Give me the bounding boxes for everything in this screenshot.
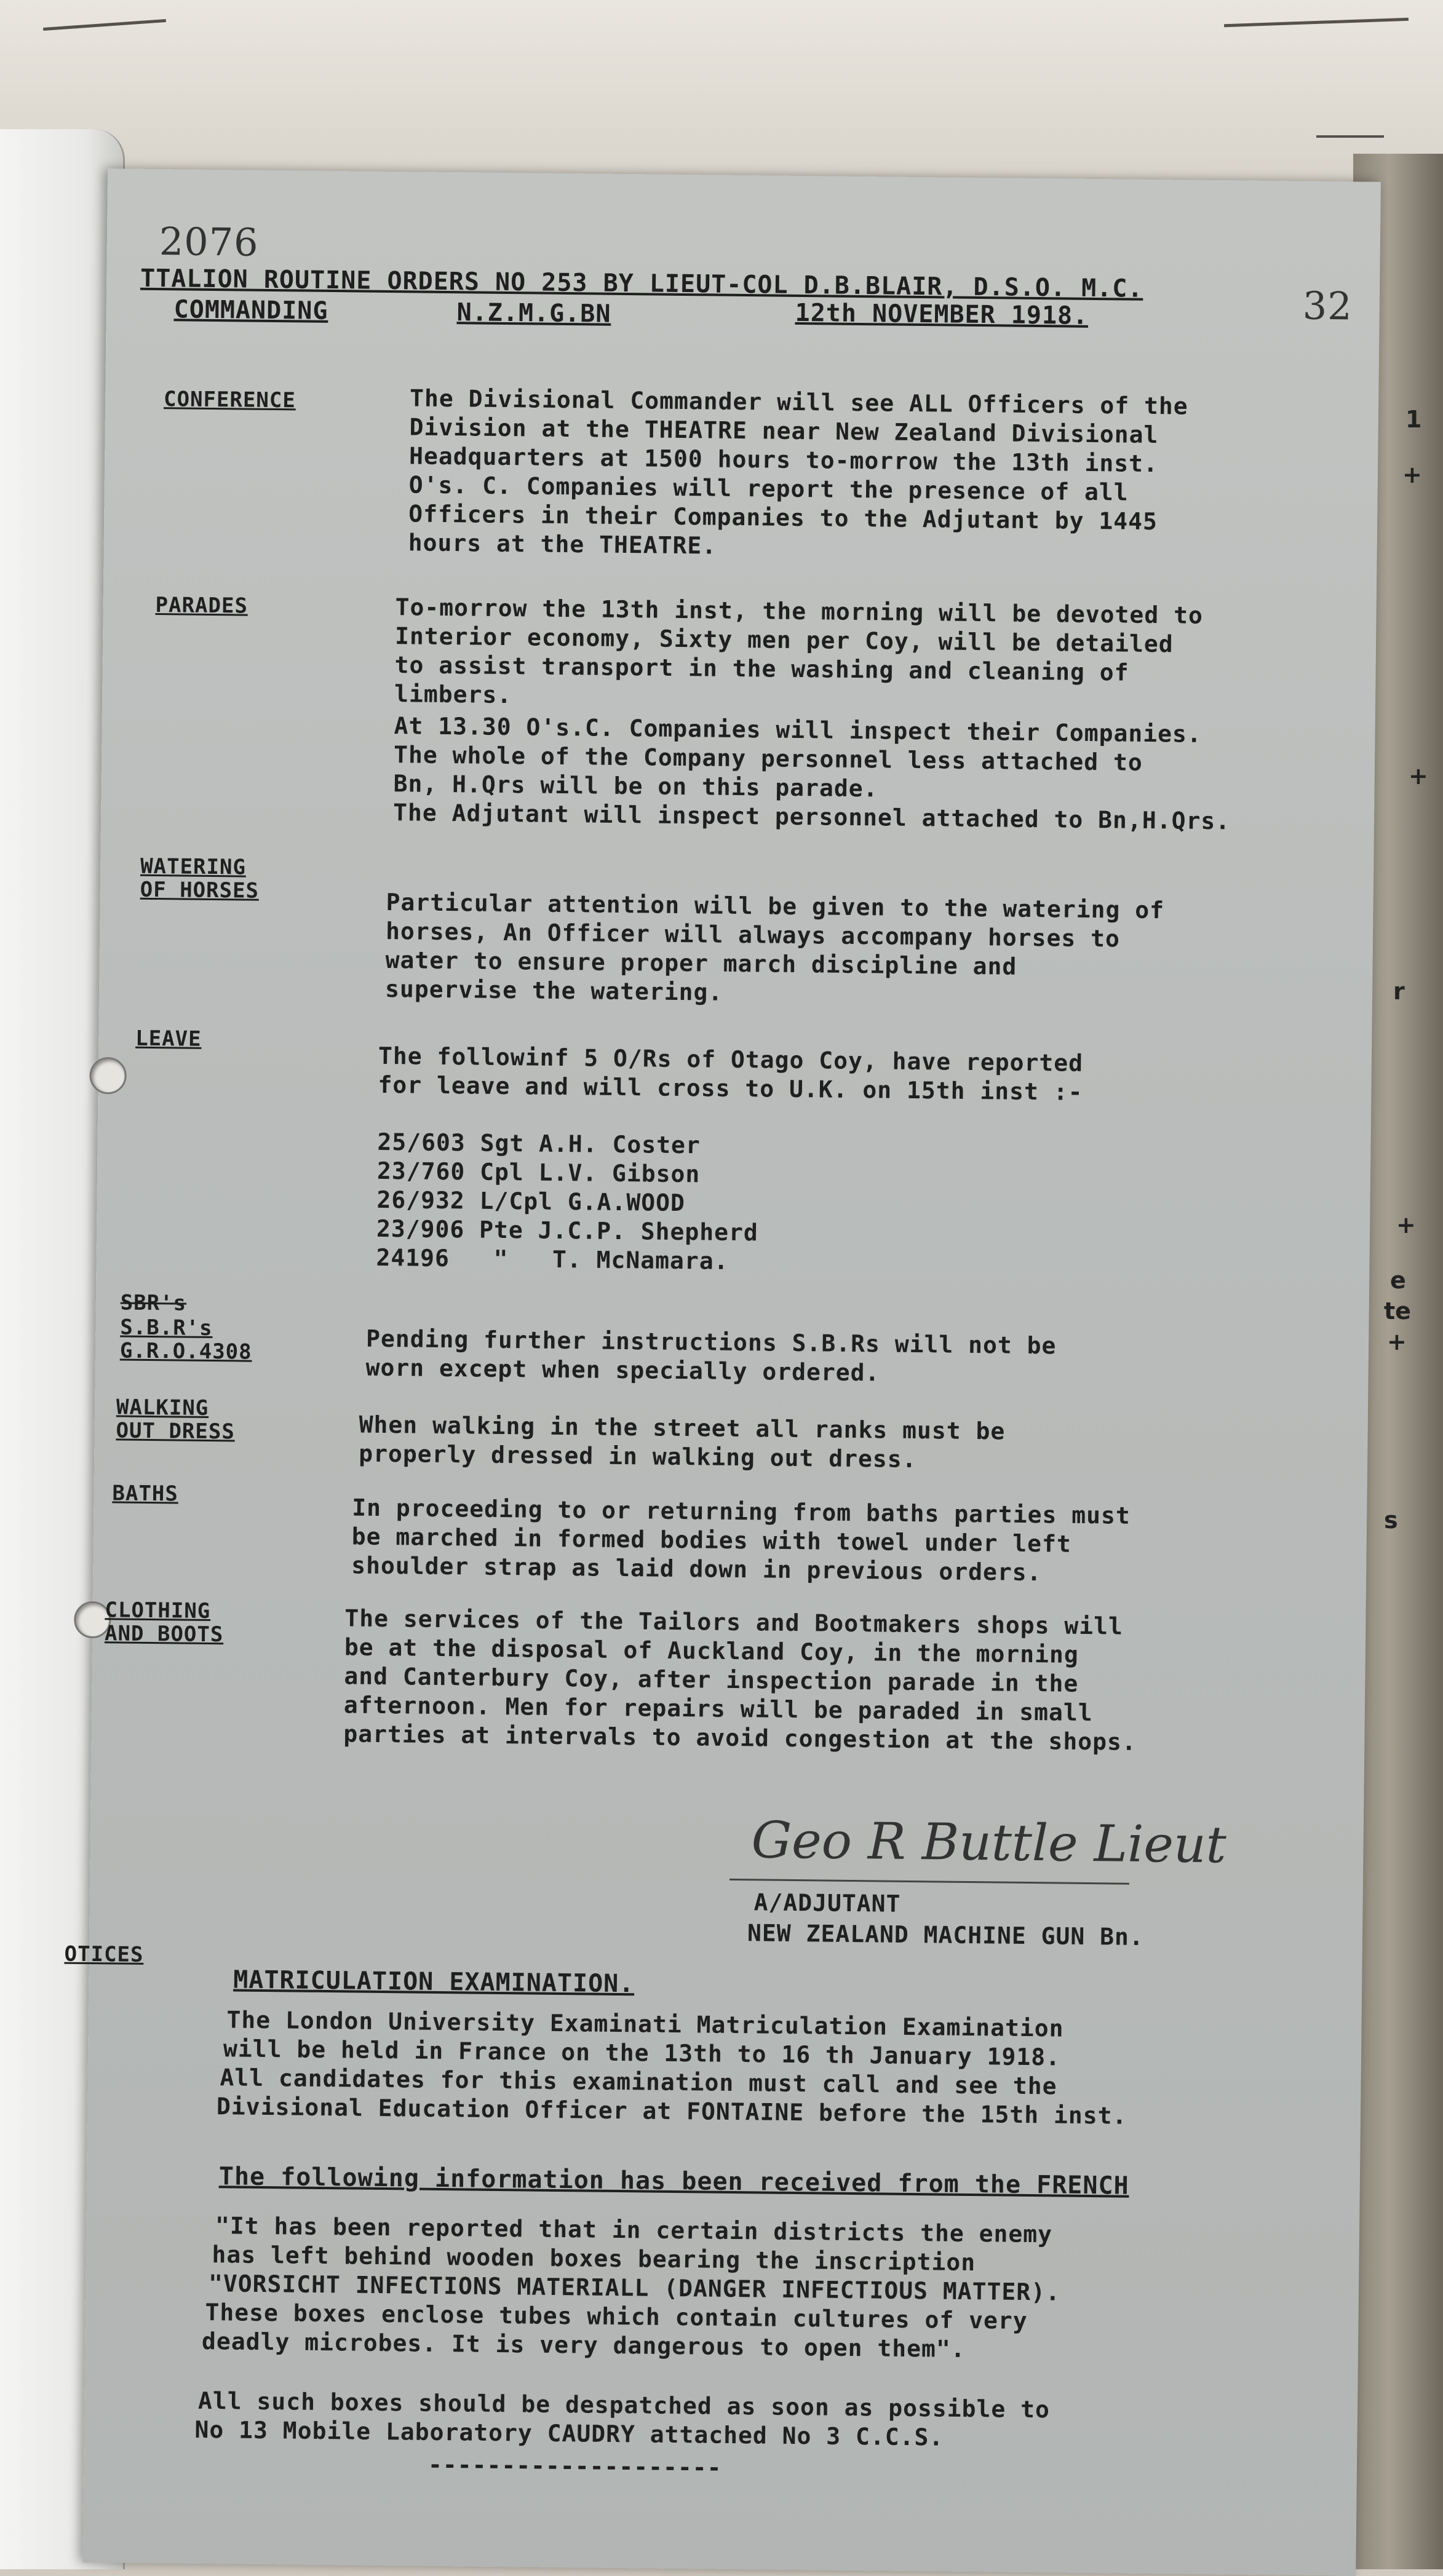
section-text: Particular attention will be given to the watering of bbox=[386, 888, 1165, 924]
section-text: horses, An Officer will always accompany horses to bbox=[385, 917, 1121, 953]
info-text: deadly microbes. It is very dangerous to open them". bbox=[201, 2327, 966, 2363]
desk-background bbox=[0, 0, 1443, 184]
section-text: be marched in formed bodies with towel under left bbox=[351, 1523, 1071, 1558]
info-heading: The following information has been received from the FRENCH bbox=[218, 2162, 1129, 2200]
section-text: afternoon. Men for repairs will be paraded in small bbox=[343, 1691, 1093, 1727]
section-text: worn except when specially ordered. bbox=[365, 1353, 880, 1387]
section-text: properly dressed in walking out dress. bbox=[358, 1440, 917, 1473]
section-text: The Adjutant will inspect personnel attached to Bn,H.Qrs. bbox=[392, 799, 1231, 835]
section-text: In proceeding to or returning from baths parties must bbox=[352, 1494, 1131, 1529]
section-label: WALKING OUT DRESS bbox=[116, 1395, 235, 1445]
header-commanding: COMMANDING bbox=[173, 295, 328, 325]
section-text: O's. C. Companies will report the presence of all bbox=[408, 471, 1129, 506]
leave-list-item: 25/603 Sgt A.H. Coster bbox=[377, 1128, 701, 1159]
notices-text: The London University Examinati Matriculation Examination bbox=[226, 2006, 1064, 2042]
section-label: PARADES bbox=[155, 593, 248, 619]
notices-label: OTICES bbox=[64, 1941, 144, 1967]
edge-fragment: s bbox=[1384, 1507, 1398, 1534]
section-text: limbers. bbox=[394, 680, 512, 709]
leave-list-item: 24196 " T. McNamara. bbox=[376, 1243, 729, 1275]
section-label-struck: SBR's bbox=[120, 1290, 187, 1316]
section-text: Bn, H.Qrs will be on this parade. bbox=[393, 770, 878, 803]
section-text: The whole of the Company personnel less attached to bbox=[393, 741, 1143, 776]
edge-fragment: + bbox=[1409, 763, 1428, 790]
section-text: Interior economy, Sixty men per Coy, will be detailed bbox=[394, 622, 1174, 658]
pencil-mark bbox=[1316, 135, 1384, 138]
closing-text: No 13 Mobile Laboratory CAUDRY attached No 3 C.C.S. bbox=[194, 2415, 944, 2451]
section-text: to assist transport in the washing and cleaning of bbox=[394, 651, 1129, 686]
section-text: Officers in their Companies to the Adjutant by 1445 bbox=[408, 500, 1158, 536]
edge-fragment: + bbox=[1396, 1211, 1416, 1238]
section-label: CLOTHING AND BOOTS bbox=[104, 1598, 224, 1647]
closing-text: All such boxes should be despatched as soon as possible to bbox=[197, 2387, 1051, 2423]
info-text: These boxes enclose tubes which contain cultures of very bbox=[205, 2299, 1028, 2335]
section-text: The followinf 5 O/Rs of Otago Coy, have reported bbox=[378, 1042, 1084, 1077]
section-text: When walking in the street all ranks must be bbox=[359, 1411, 1006, 1445]
typed-document bbox=[64, 168, 1381, 2575]
section-label: S.B.R's G.R.O.4308 bbox=[119, 1315, 252, 1365]
section-text: parties at intervals to avoid congestion at the shops. bbox=[343, 1720, 1137, 1756]
info-text: "It has been reported that in certain districts the enemy bbox=[215, 2212, 1053, 2248]
section-text: The Divisional Commander will see ALL Officers of the bbox=[409, 384, 1188, 420]
section-label: BATHS bbox=[112, 1481, 179, 1507]
header-title: TTALION ROUTINE ORDERS NO 253 BY LIEUT-COL D.B.BLAIR, D.S.O. M.C. bbox=[140, 264, 1143, 303]
info-text: has left behind wooden boxes bearing the inscription bbox=[212, 2241, 976, 2277]
section-label: WATERING OF HORSES bbox=[140, 854, 260, 903]
notices-text: will be held in France on the 13th to 16 th January 1918. bbox=[223, 2035, 1061, 2071]
section-text: To-morrow the 13th inst, the morning will be devoted to bbox=[395, 593, 1204, 629]
signature-line bbox=[729, 1879, 1129, 1885]
section-text: be at the disposal of Auckland Coy, in the morning bbox=[344, 1633, 1079, 1668]
section-text: water to ensure proper march discipline and bbox=[385, 946, 1017, 980]
edge-fragment: r bbox=[1393, 978, 1405, 1005]
section-text: Division at the THEATRE near New Zealand Divisional bbox=[409, 413, 1159, 449]
folio-number: 32 bbox=[1302, 283, 1353, 329]
section-text: The services of the Tailors and Bootmakers shops will bbox=[344, 1604, 1124, 1640]
section-label: LEAVE bbox=[135, 1026, 202, 1052]
section-label: CONFERENCE bbox=[163, 387, 296, 413]
signature-title: A/ADJUTANT bbox=[753, 1888, 901, 1917]
notices-text: All candidates for this examination must call and see the bbox=[220, 2064, 1057, 2100]
section-text: for leave and will cross to U.K. on 15th inst :- bbox=[378, 1071, 1083, 1106]
handwritten-signature: Geo R Buttle Lieut bbox=[751, 1811, 1227, 1875]
section-text: shoulder strap as laid down in previous orders. bbox=[351, 1552, 1042, 1587]
section-text: hours at the THEATRE. bbox=[408, 529, 717, 560]
edge-fragment: + bbox=[1402, 461, 1422, 488]
section-text: At 13.30 O's.C. Companies will inspect their Companies. bbox=[394, 712, 1202, 748]
edge-fragment: te bbox=[1384, 1298, 1411, 1325]
edge-fragment: e bbox=[1390, 1267, 1406, 1294]
section-text: and Canterbury Coy, after inspection parade in the bbox=[344, 1662, 1079, 1697]
signature-unit: NEW ZEALAND MACHINE GUN Bn. bbox=[747, 1919, 1144, 1951]
section-text: Pending further instructions S.B.Rs will not be bbox=[365, 1325, 1057, 1360]
info-text: "VORSICHT INFECTIONS MATERIALL (DANGER INFECTIOUS MATTER). bbox=[208, 2270, 1061, 2306]
leave-list-item: 23/906 Pte J.C.P. Shepherd bbox=[376, 1215, 759, 1246]
leave-list-item: 26/932 L/Cpl G.A.WOOD bbox=[376, 1186, 686, 1217]
notices-heading: MATRICULATION EXAMINATION. bbox=[233, 1965, 635, 1999]
leave-list-item: 23/760 Cpl L.V. Gibson bbox=[376, 1157, 701, 1188]
edge-fragment: + bbox=[1387, 1328, 1407, 1355]
header-date: 12th NOVEMBER 1918. bbox=[795, 298, 1089, 330]
edge-fragment: 1 bbox=[1405, 406, 1422, 433]
notices-text: Divisional Education Officer at FONTAINE before the 15th inst. bbox=[216, 2093, 1127, 2130]
section-text: supervise the watering. bbox=[384, 975, 723, 1006]
closing-dashes: -------------------- bbox=[427, 2451, 722, 2481]
page-number: 2076 bbox=[159, 219, 259, 265]
punch-hole bbox=[89, 1057, 127, 1095]
section-text: Headquarters at 1500 hours to-morrow the 13th inst. bbox=[408, 442, 1159, 478]
header-unit: N.Z.M.G.BN bbox=[456, 298, 611, 328]
